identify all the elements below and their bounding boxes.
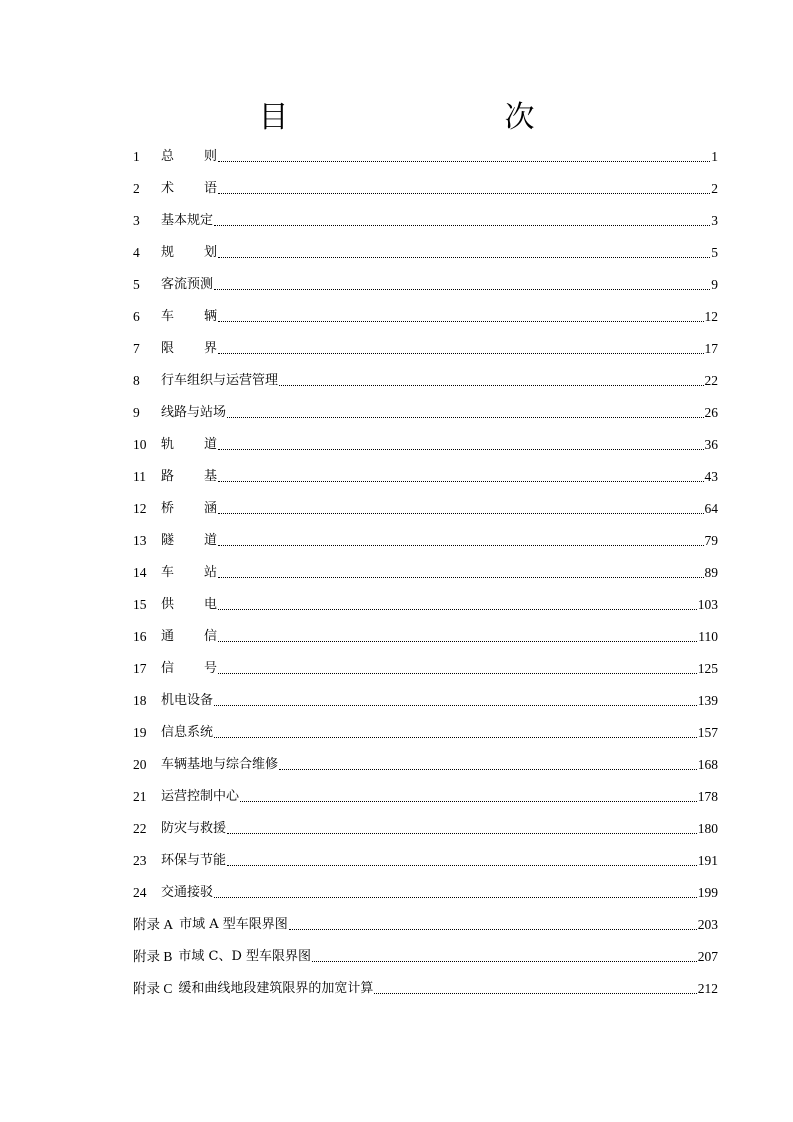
toc-entry-title-char: 信 [161,661,175,676]
toc-entry-page: 207 [697,949,718,964]
toc-entry-title [161,437,217,453]
toc-entry-title-char: 则 [203,149,217,164]
toc-entry-page: 139 [697,693,718,708]
dot-leader [218,630,697,642]
toc-entry-title-char: 总 [161,149,175,164]
toc-entry-page: 168 [697,757,718,772]
dot-leader [227,822,697,834]
toc-entry-title: 环保与节能 [161,853,227,868]
toc-entry-number: 18 [133,693,147,708]
toc-entry[interactable] [133,781,718,813]
toc-entry-number: 6 [133,309,140,324]
toc-entry-title [161,149,217,165]
toc-entry-page: 43 [704,469,718,484]
toc-entry-page: 36 [704,437,718,452]
toc-entry[interactable] [133,301,718,333]
toc-entry-title [161,629,217,645]
dot-leader [218,438,704,450]
toc-entry-page: 5 [711,245,718,260]
table-of-contents [133,141,718,1005]
toc-entry-title [161,309,217,325]
toc-entry-title-char: 通 [161,629,175,644]
toc-entry-page: 203 [697,917,718,932]
toc-entry-title-char: 划 [203,245,217,260]
dot-leader [279,758,697,770]
toc-entry-title [161,181,217,197]
dot-leader [218,502,704,514]
toc-entry-page: 2 [711,181,718,196]
toc-entry-number: 11 [133,469,146,484]
dot-leader [218,470,704,482]
toc-entry-title-char: 语 [203,181,217,196]
toc-entry-number: 24 [133,885,147,900]
toc-entry-page: 12 [704,309,718,324]
toc-entry-title-char: 隧 [161,533,175,548]
toc-entry-number: 21 [133,789,147,804]
toc-entry[interactable] [133,813,718,845]
dot-leader [374,982,696,994]
toc-entry-page: 89 [704,565,718,580]
toc-entry[interactable] [133,685,718,717]
toc-entry-title-char: 辆 [203,309,217,324]
toc-entry[interactable] [133,909,718,941]
toc-entry-title: 线路与站场 [161,405,227,420]
toc-entry-title-char: 车 [161,309,175,324]
toc-entry-title-char: 限 [161,341,175,356]
toc-entry-number: 12 [133,501,147,516]
toc-entry-title: 市域 C、D 型车限界图 [178,949,312,964]
toc-entry-number: 附录 A [133,917,174,932]
toc-entry-page: 64 [704,501,718,516]
toc-entry-page: 79 [704,533,718,548]
dot-leader [214,214,710,226]
toc-entry-page: 3 [711,213,718,228]
toc-entry-title-char: 道 [203,533,217,548]
toc-entry-number: 17 [133,661,147,676]
toc-entry-number: 23 [133,853,147,868]
toc-entry[interactable] [133,397,718,429]
toc-entry-title: 运营控制中心 [161,789,240,804]
toc-entry-title [161,341,217,357]
toc-entry-page: 199 [697,885,718,900]
dot-leader [218,534,704,546]
toc-entry-title [161,597,217,613]
toc-entry-title-char: 号 [203,661,217,676]
toc-entry-title-char: 涵 [203,501,217,516]
toc-entry-number: 10 [133,437,147,452]
toc-entry-title-char: 基 [203,469,217,484]
toc-entry[interactable] [133,141,718,173]
toc-entry-title-char: 规 [161,245,175,260]
toc-entry-page: 157 [697,725,718,740]
toc-entry-number: 22 [133,821,147,836]
toc-entry-number: 16 [133,629,147,644]
toc-entry[interactable] [133,621,718,653]
dot-leader [227,406,703,418]
dot-leader [289,918,697,930]
toc-entry-number: 4 [133,245,140,260]
toc-entry-title-char: 术 [161,181,175,196]
toc-entry-number: 20 [133,757,147,772]
toc-entry[interactable] [133,173,718,205]
toc-entry[interactable] [133,845,718,877]
toc-entry-title-char: 车 [161,565,175,580]
toc-entry-number: 5 [133,277,140,292]
toc-entry-number: 9 [133,405,140,420]
toc-entry[interactable] [133,589,718,621]
toc-entry-title: 缓和曲线地段建筑限界的加宽计算 [178,981,374,996]
dot-leader [240,790,697,802]
toc-entry-title: 防灾与救援 [161,821,227,836]
dot-leader [218,150,710,162]
toc-entry-title [161,501,217,517]
toc-entry-page: 26 [704,405,718,420]
toc-entry[interactable] [133,205,718,237]
toc-entry-title-char: 路 [161,469,175,484]
toc-entry-title-char: 站 [203,565,217,580]
toc-entry-number: 19 [133,725,147,740]
toc-entry-number: 1 [133,149,140,164]
toc-entry-title: 行车组织与运营管理 [161,373,279,388]
toc-entry[interactable] [133,269,718,301]
toc-entry-title: 市域 A 型车限界图 [179,917,288,932]
dot-leader [218,246,710,258]
toc-entry-title-char: 信 [203,629,217,644]
toc-entry-title-char: 轨 [161,437,175,452]
dot-leader [218,310,704,322]
toc-entry-page: 110 [698,629,718,644]
toc-entry-page: 180 [697,821,718,836]
dot-leader [214,726,697,738]
toc-entry-number: 13 [133,533,147,548]
toc-entry[interactable] [133,333,718,365]
toc-entry-page: 178 [697,789,718,804]
toc-entry-page: 212 [697,981,718,996]
toc-entry-number: 3 [133,213,140,228]
toc-entry-page: 1 [711,149,718,164]
toc-entry-title-char: 道 [203,437,217,452]
dot-leader [214,886,697,898]
toc-entry-title [161,661,217,677]
dot-leader [214,278,710,290]
toc-entry-number: 附录 B [133,949,173,964]
toc-entry-title-char: 桥 [161,501,175,516]
dot-leader [218,342,704,354]
toc-entry[interactable] [133,653,718,685]
toc-entry-title: 机电设备 [161,693,214,708]
toc-entry-title: 信息系统 [161,725,214,740]
dot-leader [279,374,703,386]
toc-entry-title: 基本规定 [161,213,214,228]
toc-entry[interactable] [133,973,718,1005]
toc-entry-title-char: 界 [203,341,217,356]
toc-entry-number: 8 [133,373,140,388]
toc-entry-title-char: 供 [161,597,175,612]
toc-entry[interactable] [133,429,718,461]
dot-leader [218,566,704,578]
toc-entry-page: 125 [697,661,718,676]
toc-entry-title [161,565,217,581]
toc-entry-title-char: 电 [203,597,217,612]
toc-entry-number: 15 [133,597,147,612]
dot-leader [312,950,697,962]
toc-entry-title: 客流预测 [161,277,214,292]
toc-entry-page: 22 [704,373,718,388]
toc-entry-page: 191 [697,853,718,868]
toc-entry-page: 9 [711,277,718,292]
dot-leader [227,854,697,866]
toc-entry-number: 2 [133,181,140,196]
toc-entry-title: 交通接驳 [161,885,214,900]
toc-entry-number: 附录 C [133,981,173,996]
toc-entry-number: 7 [133,341,140,356]
page-title: 目 次 [258,100,587,135]
toc-entry[interactable] [133,237,718,269]
toc-entry-number: 14 [133,565,147,580]
toc-entry[interactable] [133,525,718,557]
toc-entry[interactable] [133,461,718,493]
toc-entry-title [161,469,217,485]
toc-entry[interactable] [133,493,718,525]
dot-leader [214,694,697,706]
toc-entry-page: 17 [704,341,718,356]
toc-entry[interactable] [133,941,718,973]
toc-entry-title [161,245,217,261]
toc-entry-title [161,533,217,549]
dot-leader [218,598,697,610]
dot-leader [218,662,697,674]
dot-leader [218,182,710,194]
toc-entry-page: 103 [697,597,718,612]
toc-entry-title: 车辆基地与综合维修 [161,757,279,772]
toc-entry[interactable] [133,749,718,781]
toc-entry[interactable] [133,365,718,397]
toc-entry[interactable] [133,717,718,749]
toc-entry[interactable] [133,877,718,909]
toc-entry[interactable] [133,557,718,589]
